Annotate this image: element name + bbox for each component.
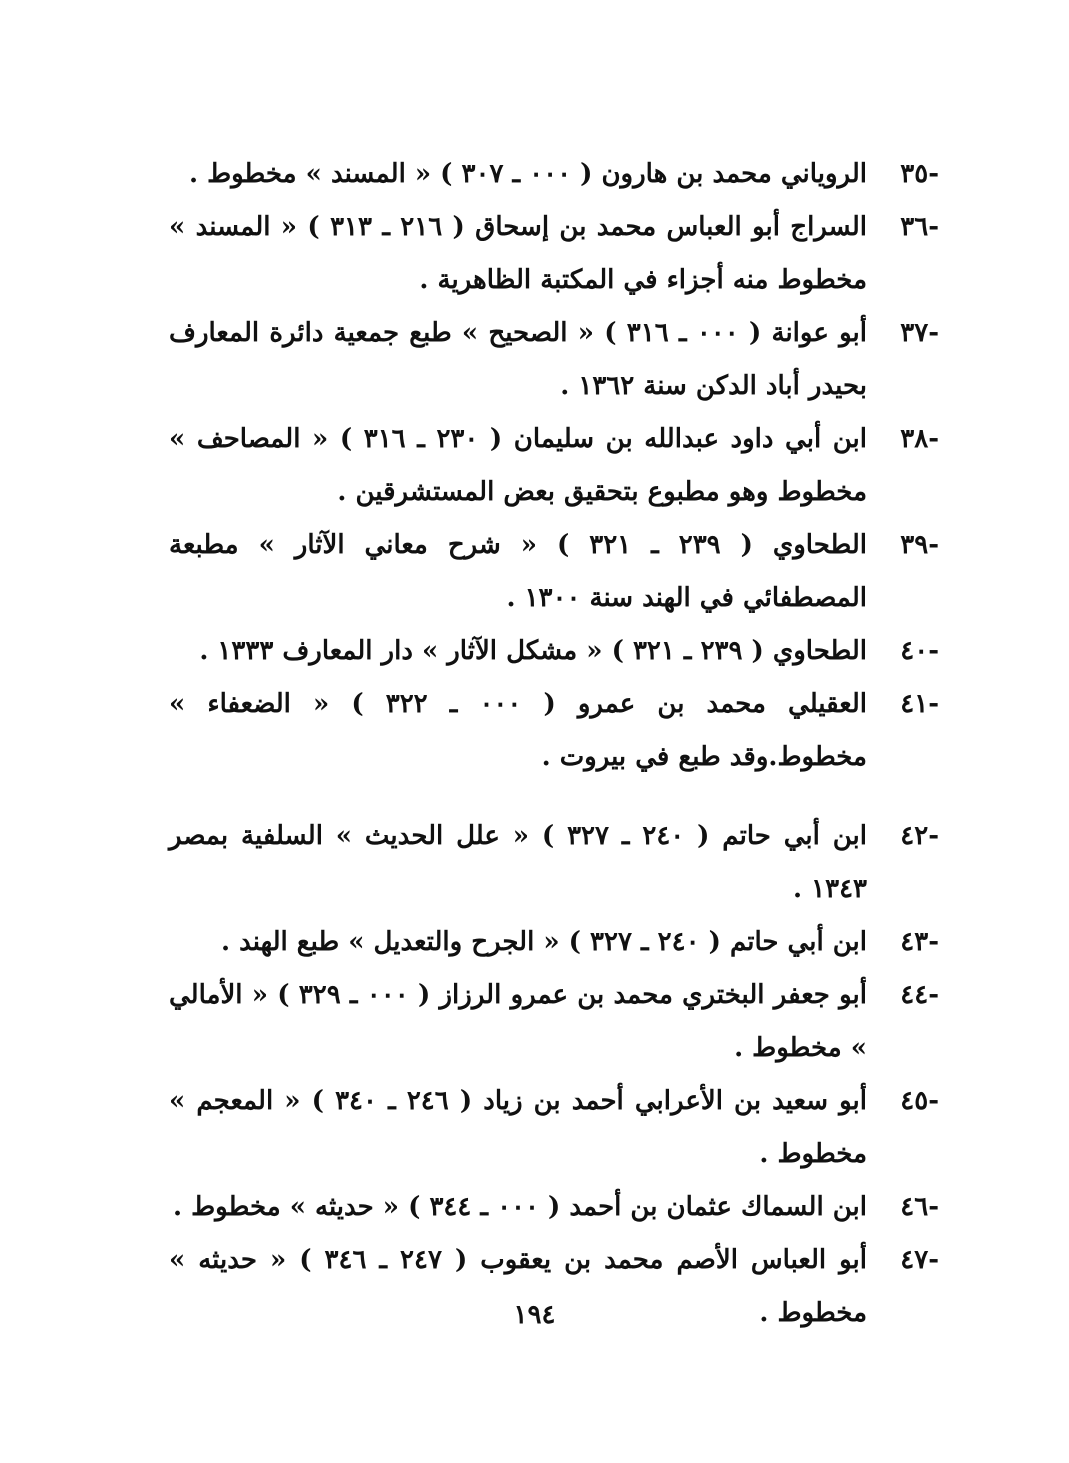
entry-text: أبو العباس الأصم محمد بن يعقوب ( ٢٤٧ ـ ٣٤٦ ) « حديثه » مخطوط . (169, 1245, 867, 1328)
list-item (169, 519, 939, 625)
entry-text: الطحاوي ( ٢٣٩ ـ ٣٢١ ) « شرح معاني الآثار » مطبعة المصطفائي في الهند سنة ١٣٠٠ . (169, 530, 867, 613)
list-item (169, 810, 939, 916)
entry-text: أبو عوانة ( ٠٠٠ ـ ٣١٦ ) « الصحيح » طبع جمعية دائرة المعارف بحيدر أباد الدكن سنة ١٣٦٢ . (169, 318, 867, 401)
list-item (169, 413, 939, 519)
entry-text: الروياني محمد بن هارون ( ٠٠٠ ـ ٣٠٧ ) « المسند » مخطوط . (188, 159, 867, 189)
entry-number: -٤٧ (900, 1245, 939, 1275)
entry-number: -٣٦ (900, 212, 939, 242)
entry-text: ابن أبي حاتم ( ٢٤٠ ـ ٣٢٧ ) « الجرح والتعديل » طبع الهند . (221, 927, 867, 957)
entry-number: -٤٥ (900, 1086, 939, 1116)
list-item (169, 1075, 939, 1181)
entry-text: العقيلي محمد بن عمرو ( ٠٠٠ ـ ٣٢٢ ) « الضعفاء » مخطوط.وقد طبع في بيروت . (169, 689, 867, 772)
entry-number: -٣٩ (900, 530, 939, 560)
entry-text: السراج أبو العباس محمد بن إسحاق ( ٢١٦ ـ ٣١٣ ) « المسند » مخطوط منه أجزاء في المكتبة الظاهرية . (169, 212, 867, 295)
list-item (169, 969, 939, 1075)
entry-text: ابن أبي حاتم ( ٢٤٠ ـ ٣٢٧ ) « علل الحديث » السلفية بمصر ١٣٤٣ . (169, 821, 867, 904)
entry-number: -٣٨ (900, 424, 939, 454)
entry-number: -٣٧ (900, 318, 939, 348)
entries-list (169, 148, 939, 1340)
entry-number: -٤٦ (900, 1192, 939, 1222)
list-item (169, 916, 939, 969)
entry-number: -٤١ (900, 689, 939, 719)
page-number: ١٩٤ (513, 1300, 556, 1330)
entry-text: ابن السماك عثمان بن أحمد ( ٠٠٠ ـ ٣٤٤ ) « حديثه » مخطوط . (173, 1192, 867, 1222)
list-item (169, 1181, 939, 1234)
list-item (169, 148, 939, 201)
list-item (169, 307, 939, 413)
entry-text: الطحاوي ( ٢٣٩ ـ ٣٢١ ) « مشكل الآثار » دار المعارف ١٣٣٣ . (199, 636, 867, 666)
list-item (169, 625, 939, 678)
entry-number: -٣٥ (900, 159, 939, 189)
list-item (169, 678, 939, 784)
entry-number: -٤٠ (900, 636, 939, 666)
entry-number: -٤٢ (900, 821, 939, 851)
entry-text: ابن أبي داود عبدالله بن سليمان ( ٢٣٠ ـ ٣١٦ ) « المصاحف » مخطوط وهو مطبوع بتحقيق بعض المستشرقين . (169, 424, 868, 507)
entry-text: أبو سعيد بن الأعرابي أحمد بن زياد ( ٢٤٦ ـ ٣٤٠ ) « المعجم » مخطوط . (169, 1086, 867, 1169)
entry-number: -٤٤ (900, 980, 939, 1010)
spacer (169, 784, 929, 810)
entry-text: أبو جعفر البختري محمد بن عمرو الرزاز ( ٠٠٠ ـ ٣٢٩ ) « الأمالي » مخطوط . (169, 980, 867, 1063)
entry-number: -٤٣ (900, 927, 939, 957)
list-item (169, 201, 939, 307)
